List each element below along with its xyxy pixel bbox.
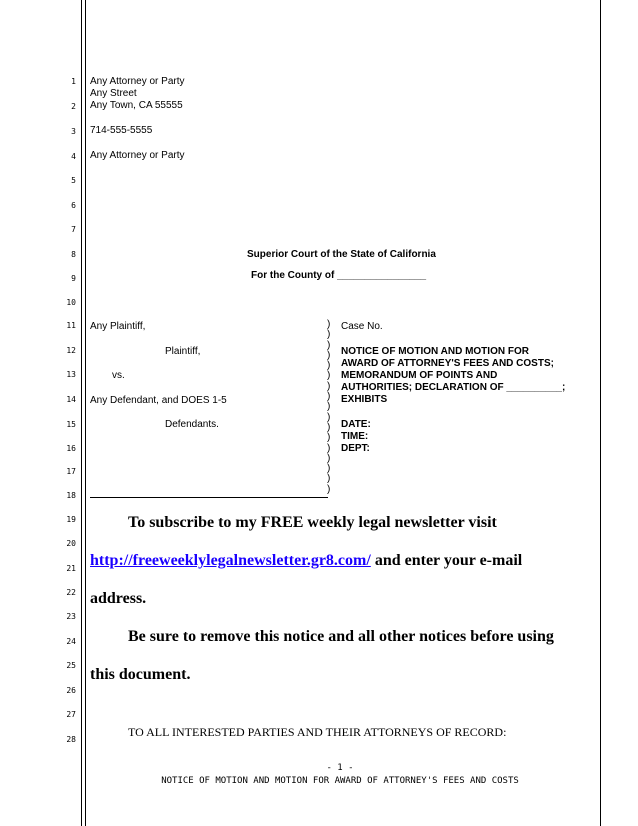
line-number: 23 [66, 612, 76, 621]
document-title-line: MEMORANDUM OF POINTS AND [341, 370, 498, 381]
attorney-for: Any Attorney or Party [90, 150, 185, 161]
footer-title: NOTICE OF MOTION AND MOTION FOR AWARD OF ATTORNEY'S FEES AND COSTS [161, 776, 519, 786]
paren: ) [327, 421, 331, 433]
paren: ) [327, 442, 331, 454]
notice-line-4: Be sure to remove this notice and all other notices before using [128, 628, 554, 645]
attorney-phone: 714-555-5555 [90, 125, 153, 136]
paren: ) [327, 452, 331, 464]
line-number: 7 [71, 225, 76, 234]
line-number: 5 [71, 176, 76, 185]
line-number: 21 [66, 564, 76, 573]
line-number: 20 [66, 539, 76, 548]
document-title-line: NOTICE OF MOTION AND MOTION FOR [341, 346, 529, 357]
salutation: TO ALL INTERESTED PARTIES AND THEIR ATTORNEYS OF RECORD: [128, 725, 507, 739]
court-name: Superior Court of the State of California [247, 249, 436, 260]
line-number: 27 [66, 710, 76, 719]
line-number: 8 [71, 250, 76, 259]
court-county: For the County of ________________ [251, 270, 427, 281]
line-number: 17 [66, 467, 76, 476]
paren: ) [327, 339, 331, 351]
document-title-line: AWARD OF ATTORNEY'S FEES AND COSTS; [341, 358, 554, 369]
line-number: 25 [66, 661, 76, 670]
notice-line-2 [90, 552, 522, 570]
page-number: - 1 - [326, 763, 354, 773]
line-number: 16 [66, 444, 76, 453]
line-number: 1 [71, 77, 76, 86]
paren: ) [327, 473, 331, 485]
line-number: 19 [66, 515, 76, 524]
line-number: 18 [66, 491, 76, 500]
plaintiff-label: Plaintiff, [165, 346, 201, 357]
document-title-line: EXHIBITS [341, 394, 388, 405]
notice-line-5: this document. [90, 666, 191, 683]
line-number: 4 [71, 152, 76, 161]
line-number: 26 [66, 686, 76, 695]
line-number: 3 [71, 127, 76, 136]
document-title-line: AUTHORITIES; DECLARATION OF __________; [341, 382, 566, 393]
paren: ) [327, 483, 331, 495]
notice-line-1: To subscribe to my FREE weekly legal newsletter visit [128, 514, 497, 531]
line-number: 13 [66, 370, 76, 379]
defendant-label: Defendants. [165, 419, 219, 430]
attorney-name: Any Attorney or Party [90, 76, 185, 87]
left-margin-rule-outer [81, 0, 82, 826]
line-number: 14 [66, 395, 76, 404]
line-number: 9 [71, 274, 76, 283]
line-number: 12 [66, 346, 76, 355]
line-number: 6 [71, 201, 76, 210]
paren: ) [327, 411, 331, 423]
versus-label: vs. [112, 370, 125, 381]
paren: ) [327, 391, 331, 403]
paren: ) [327, 432, 331, 444]
paren: ) [327, 370, 331, 382]
line-number: 11 [66, 321, 76, 330]
line-number: 10 [66, 298, 76, 307]
caption-parentheses [327, 320, 330, 495]
defendant-name: Any Defendant, and DOES 1-5 [90, 395, 227, 406]
caption-underline [90, 497, 328, 498]
hearing-date-label: DATE: [341, 419, 371, 430]
line-number: 24 [66, 637, 76, 646]
paren: ) [327, 329, 331, 341]
paren: ) [327, 360, 331, 372]
right-margin-rule [600, 0, 601, 826]
case-number-label: Case No. [341, 321, 383, 332]
hearing-dept-label: DEPT: [341, 443, 370, 454]
paren: ) [327, 349, 331, 361]
notice-line-2-rest: and enter your e-mail [370, 552, 523, 569]
line-number: 28 [66, 735, 76, 744]
notice-line-3: address. [90, 590, 147, 607]
attorney-city: Any Town, CA 55555 [90, 100, 183, 111]
attorney-street: Any Street [90, 88, 137, 99]
left-margin-rule-inner [85, 0, 86, 826]
paren: ) [327, 463, 331, 475]
plaintiff-name: Any Plaintiff, [90, 321, 146, 332]
paren: ) [327, 319, 331, 330]
newsletter-link[interactable]: http://freeweeklylegalnewsletter.gr8.com/ [90, 552, 371, 569]
hearing-time-label: TIME: [341, 431, 369, 442]
paren: ) [327, 401, 331, 413]
line-number: 15 [66, 420, 76, 429]
paren: ) [327, 380, 331, 392]
line-number: 22 [66, 588, 76, 597]
line-number: 2 [71, 102, 76, 111]
